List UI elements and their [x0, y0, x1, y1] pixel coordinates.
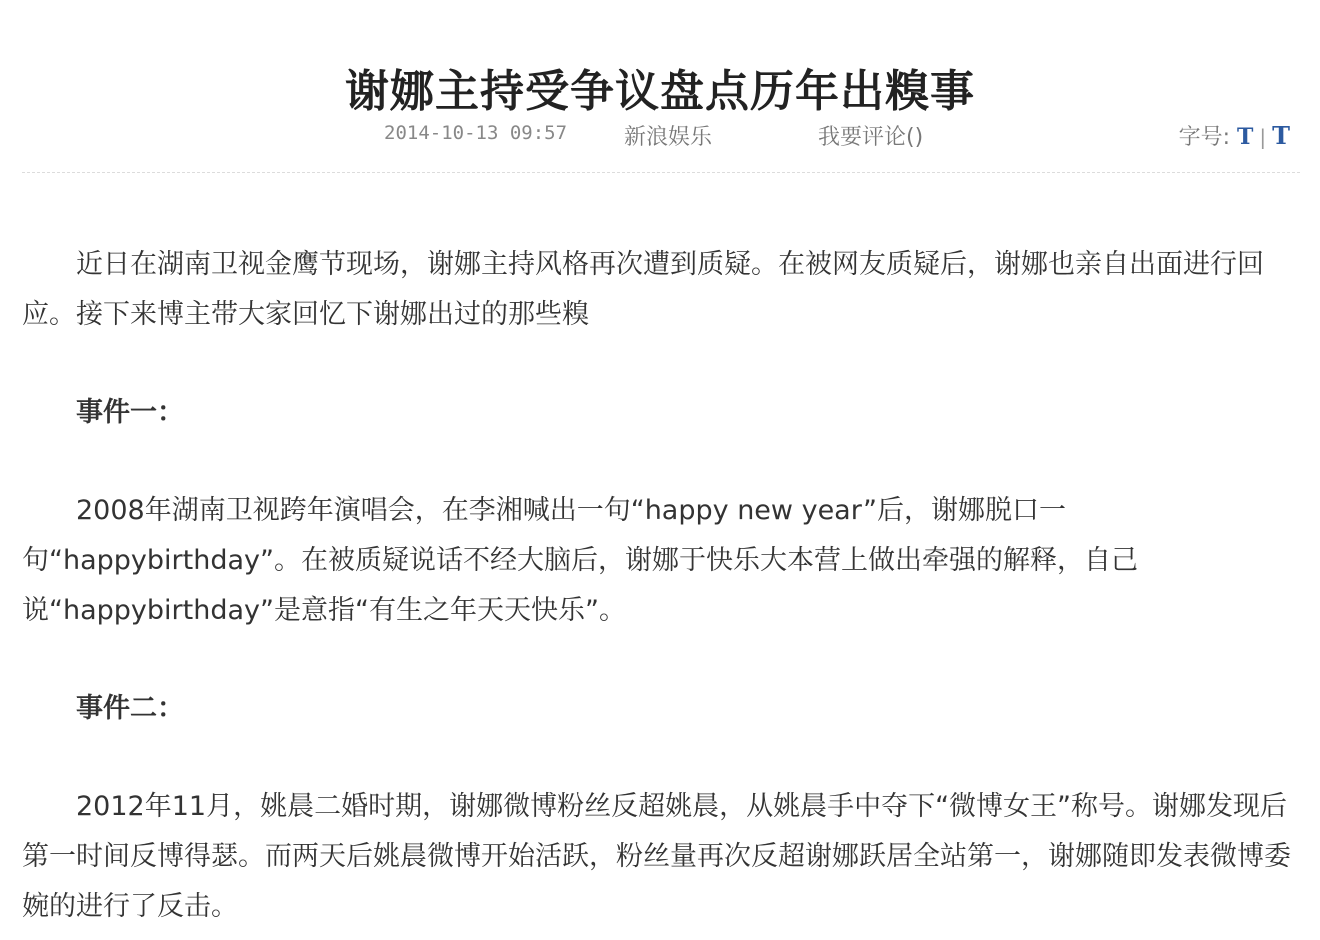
source-link[interactable]: 新浪娱乐 — [624, 125, 713, 150]
paragraph-gap — [22, 438, 1292, 486]
event1-heading: 事件一： — [76, 397, 184, 428]
event2-paragraph: 2012年11月，姚晨二婚时期，谢娜微博粉丝反超姚晨，从姚晨手中夺下“微博女王”称号。谢娜发现后第一时间反博得瑟。而两天后姚晨微博开始活跃，粉丝量再次反超谢娜跃居全站第一，谢娜随即发表微博委婉的进行了反击。 — [22, 791, 1291, 922]
meta-divider — [22, 172, 1300, 173]
font-small-button[interactable]: T — [1237, 124, 1254, 150]
paragraph-gap — [22, 340, 1292, 388]
paragraph-gap — [22, 636, 1292, 684]
intro-paragraph: 近日在湖南卫视金鹰节现场，谢娜主持风格再次遭到质疑。在被网友质疑后，谢娜也亲自出面进行回应。接下来博主带大家回忆下谢娜出过的那些糗 — [22, 249, 1264, 330]
event1-paragraph: 2008年湖南卫视跨年演唱会，在李湘喊出一句“happy new year”后，谢娜脱口一句“happybirthday”。在被质疑说话不经大脑后，谢娜于快乐大本营上做出牵强的解释，自己说“happybirthday”是意指“有生之年天天快乐”。 — [22, 495, 1138, 626]
comment-link[interactable]: 我要评论() — [818, 125, 924, 150]
article-meta-bar — [22, 116, 1300, 156]
article-title: 谢娜主持受争议盘点历年出糗事 — [345, 66, 975, 118]
font-size-separator: | — [1259, 125, 1267, 149]
font-large-button[interactable]: T — [1272, 121, 1290, 150]
publish-date: 2014-10-13 09:57 — [384, 122, 568, 144]
paragraph-gap — [22, 734, 1292, 782]
article-body — [22, 240, 1292, 932]
font-size-label: 字号: — [1178, 125, 1231, 150]
font-size-control — [1179, 120, 1290, 151]
event2-heading: 事件二： — [76, 693, 184, 724]
